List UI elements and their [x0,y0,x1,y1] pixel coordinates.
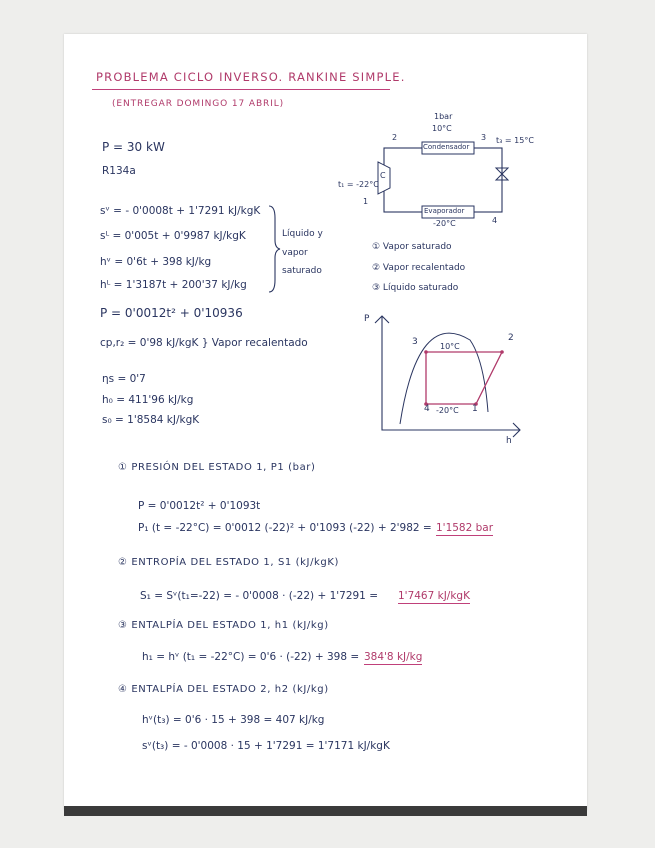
legend-3: ③ Líquido saturado [372,283,459,293]
temp-top-label: 10°C [432,124,452,133]
step-1-line-2: P₁ (t = -22°C) = 0'0012 (-22)² + 0'1093 (-22) + 2'982 = [138,522,432,534]
ph-y-axis-label: P [364,314,370,324]
eta-value: ηs = 0'7 [102,373,146,385]
state-1-label: 1 [363,197,369,206]
t3-label: t₃ = 15°C [496,136,534,145]
page-bottom-edge [64,806,587,816]
brace-icon [266,204,282,294]
pressure-equation: P = 0'0012t² + 0'10936 [100,306,243,320]
state-3-label: 3 [481,133,487,142]
temp-bottom-label: -20°C [433,219,456,228]
ph-point-4: 4 [424,404,430,414]
step-3-result: 384'8 kJ/kg [364,651,423,663]
ph-point-2: 2 [508,333,514,343]
ph-point-1: 1 [472,404,478,414]
page-title: PROBLEMA CICLO INVERSO. RANKINE SIMPLE. [96,70,406,84]
refrigerant-name: R134a [102,165,136,177]
hv-equation: hᵛ = 0'6t + 398 kJ/kg [100,256,212,268]
ph-bottom-temp: -20°C [436,406,459,415]
legend-2: ② Vapor recalentado [372,263,466,273]
step-2-line-1: S₁ = Sᵛ(t₁=-22) = - 0'0008 · (-22) + 1'7291 = [140,590,378,602]
step-1-result: 1'1582 bar [436,522,494,534]
t1-label: t₁ = -22°C [338,180,379,189]
step-3-line-1: h₁ = hᵛ (t₁ = -22°C) = 0'6 · (-22) + 398 = [142,651,360,663]
compressor-label: C [380,171,386,180]
step-4-line-1: hᵛ(t₃) = 0'6 · 15 + 398 = 407 kJ/kg [142,714,325,726]
step-1-heading: ① PRESIÓN DEL ESTADO 1, P1 (bar) [118,462,316,473]
ph-diagram [370,312,530,447]
legend-1: ① Vapor saturado [372,242,452,252]
brace-label-line-2: vapor [282,248,308,258]
cp-equation: cp,r₂ = 0'98 kJ/kgK } Vapor recalentado [100,337,308,349]
hl-equation: hᴸ = 1'3187t + 200'37 kJ/kg [100,279,247,291]
s0-value: s₀ = 1'8584 kJ/kgK [102,414,200,426]
step-4-line-2: sᵛ(t₃) = - 0'0008 · 15 + 1'7291 = 1'7171 kJ/kgK [142,740,390,752]
step-2-result: 1'7467 kJ/kgK [398,590,470,602]
title-underline [92,89,390,90]
pressure-top-label: 1bar [434,112,453,121]
sl-equation: sᴸ = 0'005t + 0'9987 kJ/kgK [100,230,246,242]
brace-label-line-3: saturado [282,266,322,276]
step-4-heading: ④ ENTALPÍA DEL ESTADO 2, h2 (kJ/kg) [118,684,329,695]
condenser-label: Condensador [423,143,470,151]
h0-value: h₀ = 411'96 kJ/kg [102,394,194,406]
power-value: P = 30 kW [102,140,165,154]
evaporator-label: Evaporador [424,207,465,215]
ph-top-temp: 10°C [440,342,460,351]
state-2-label: 2 [392,133,398,142]
step-1-line-1: P = 0'0012t² + 0'1093t [138,500,261,512]
ph-x-axis-label: h [506,436,512,446]
brace-label-line-1: Líquido y [282,229,323,239]
state-4-label: 4 [492,216,498,225]
sv-equation: sᵛ = - 0'0008t + 1'7291 kJ/kgK [100,205,261,217]
ph-point-3: 3 [412,337,418,347]
step-3-heading: ③ ENTALPÍA DEL ESTADO 1, h1 (kJ/kg) [118,620,329,631]
step-2-heading: ② ENTROPÍA DEL ESTADO 1, S1 (kJ/kgK) [118,557,340,568]
page-subtitle: (ENTREGAR DOMINGO 17 ABRIL) [112,99,285,109]
